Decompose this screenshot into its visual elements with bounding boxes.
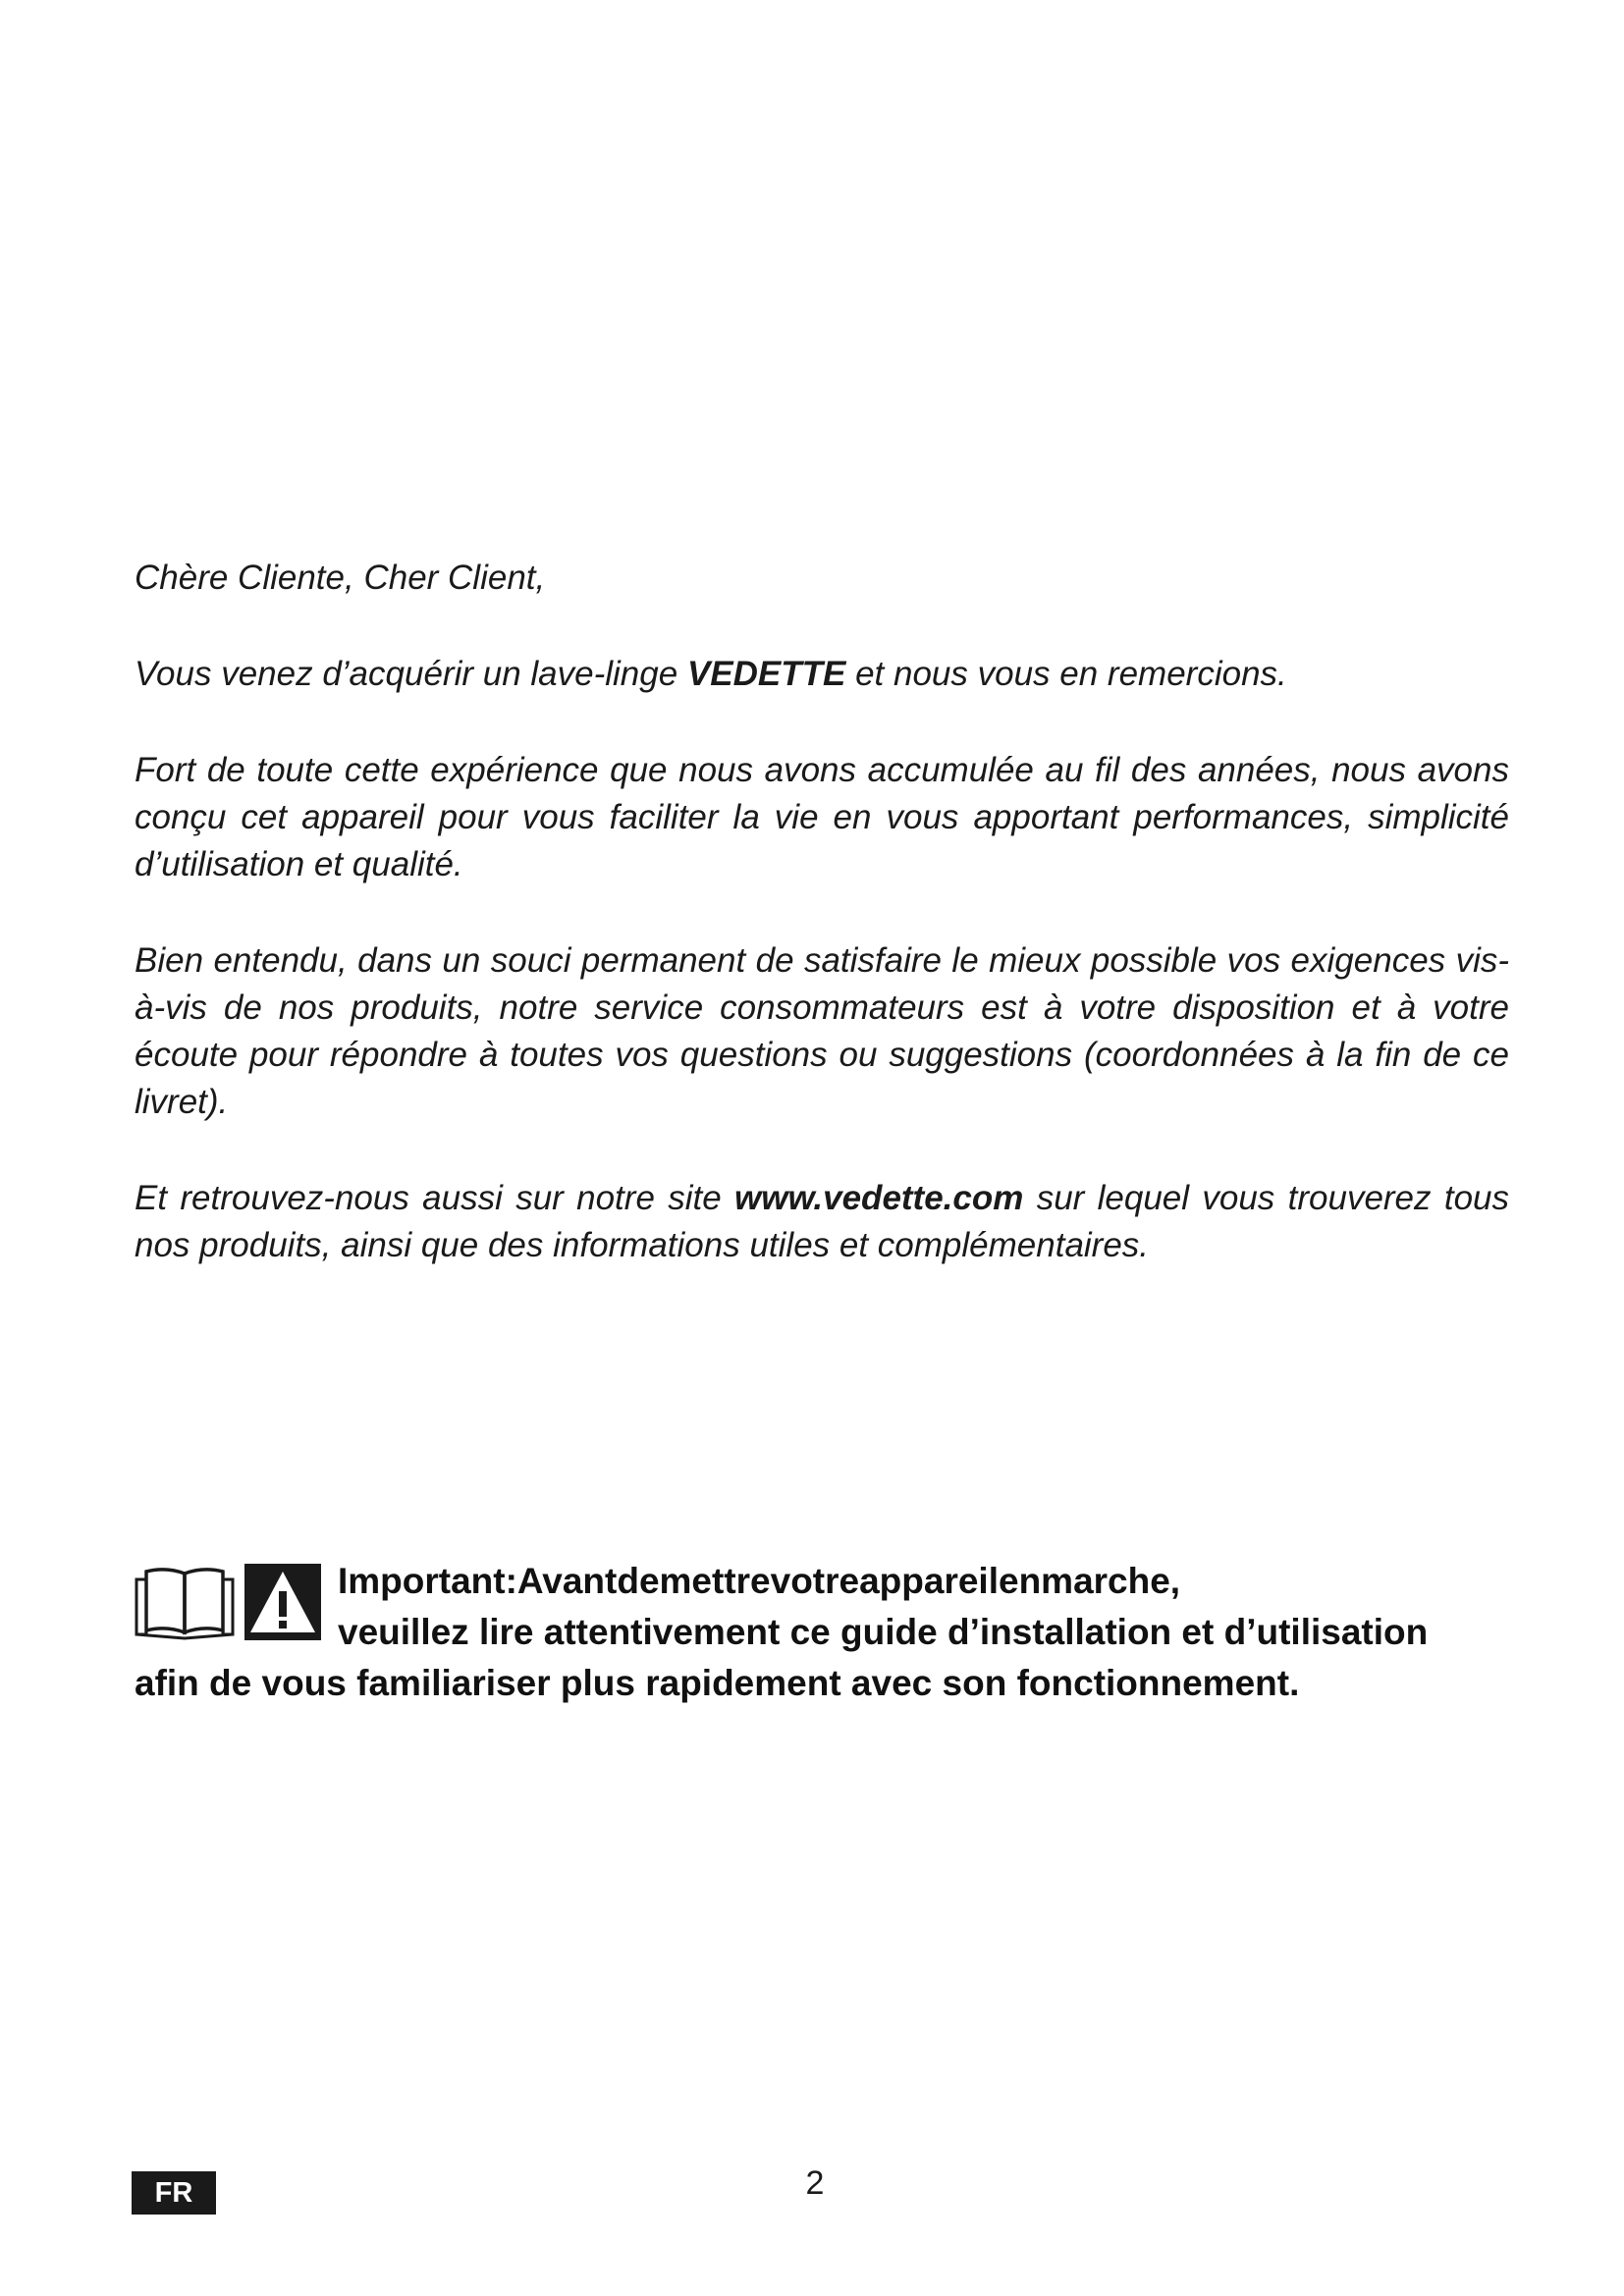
brand-name: VEDETTE: [686, 655, 846, 693]
notice-icons: [135, 1564, 321, 1640]
intro-paragraph: [135, 651, 1509, 698]
notice-line-3: afin de vous familiariser plus rapidement avec son fonctionnement.: [135, 1663, 1300, 1703]
website-text-end: sur lequel vous trouverez tous nos produits, ainsi que des informations utiles et complémentaires.: [135, 1179, 1510, 1264]
book-icon: [135, 1564, 235, 1640]
warning-icon: [244, 1564, 321, 1640]
website-text-start: Et retrouvez-nous aussi sur notre site: [135, 1179, 735, 1217]
website-paragraph: [135, 1175, 1509, 1269]
page-number: 2: [805, 2164, 825, 2202]
language-badge: FR: [132, 2171, 216, 2215]
service-paragraph: Bien entendu, dans un souci permanent de satisfaire le mieux possible vos exigences vis-à-vis de nos produits, notre service consommateurs est à votre disposition et à votre écoute pour répondre à toutes vos questions ou suggestions (coordonnées à la fin de ce livret).: [135, 941, 1509, 1121]
experience-paragraph: Fort de toute cette expérience que nous avons accumulée au fil des années, nous avons conçu cet appareil pour vous faciliter la vie en vous apportant performances, simplicité d’utilisation et qualité.: [135, 751, 1509, 883]
intro-text-start: Vous venez d’acquérir un lave-linge: [135, 655, 687, 693]
salutation: Chère Cliente, Cher Client,: [135, 559, 546, 597]
notice-line-2: veuillez lire attentivement ce guide d’installation et d’utilisation: [338, 1612, 1429, 1652]
welcome-letter: [135, 555, 1509, 1318]
website-link[interactable]: www.vedette.com: [734, 1179, 1024, 1217]
notice-text: [135, 1556, 1509, 1709]
intro-text-end: et nous vous en remercions.: [845, 655, 1287, 693]
important-notice: [135, 1556, 1509, 1709]
notice-line-1: Important:Avantdemettrevotreappareilenmarche,: [338, 1561, 1181, 1601]
